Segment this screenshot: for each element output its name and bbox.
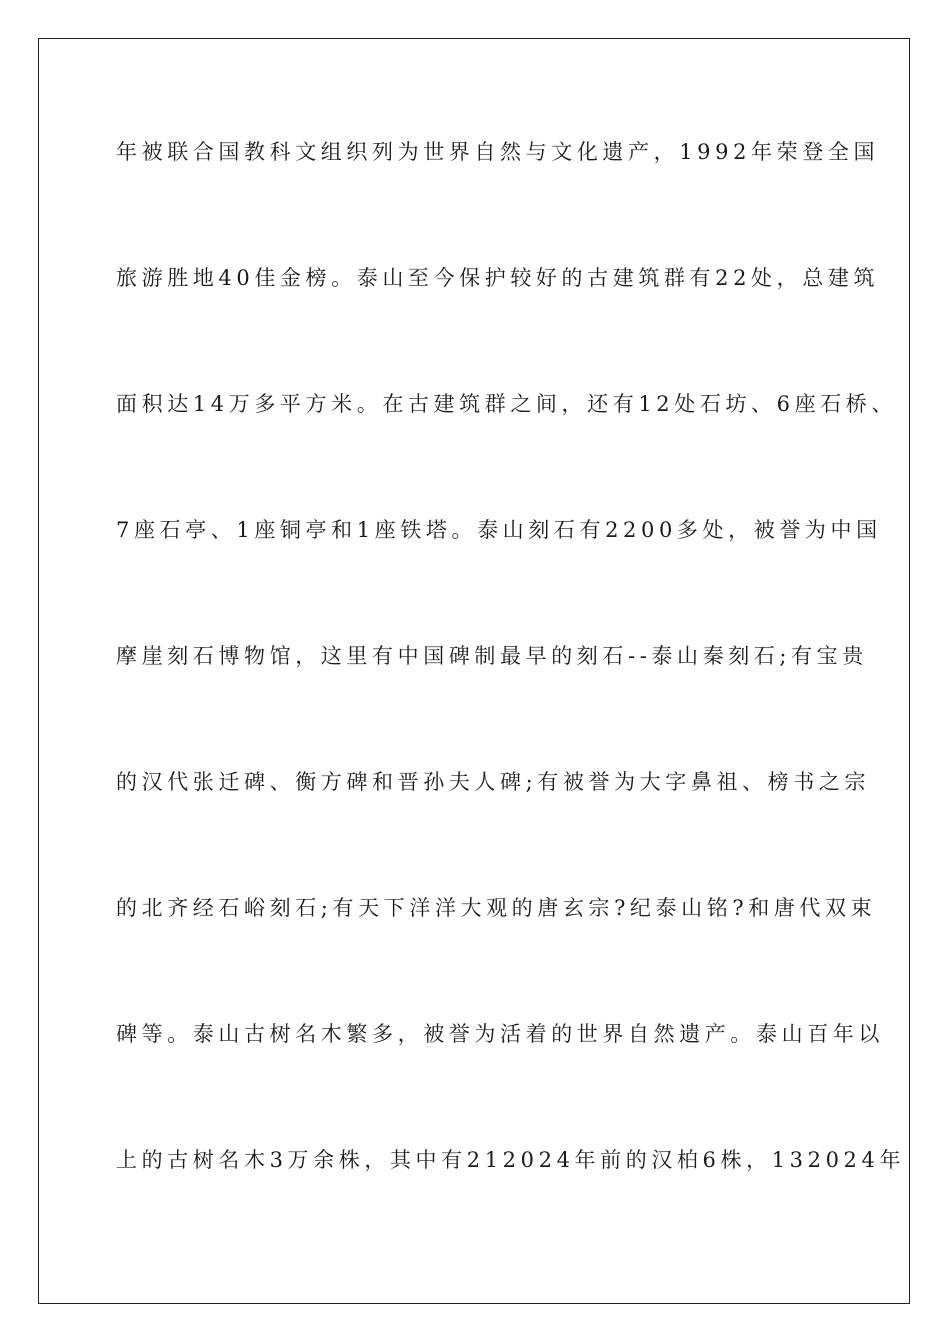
text-line: 年被联合国教科文组织列为世界自然与文化遗产，1992年荣登全国: [116, 140, 880, 164]
text-line: 面积达14万多平方米。在古建筑群之间，还有12处石坊、6座石桥、: [116, 392, 898, 416]
text-line: 摩崖刻石博物馆，这里有中国碑制最早的刻石--泰山秦刻石;有宝贵: [116, 644, 868, 668]
document-body: [116, 132, 906, 1266]
text-line: 碑等。泰山古树名木繁多，被誉为活着的世界自然遗产。泰山百年以: [116, 1022, 884, 1046]
text-line: 7座石亭、1座铜亭和1座铁塔。泰山刻石有2200多处，被誉为中国: [116, 518, 882, 542]
text-line: 的北齐经石峪刻石;有天下洋洋大观的唐玄宗?纪泰山铭?和唐代双束: [116, 896, 877, 920]
text-line: 的汉代张迁碑、衡方碑和晋孙夫人碑;有被誉为大字鼻祖、榜书之宗: [116, 770, 871, 794]
text-line: 旅游胜地40佳金榜。泰山至今保护较好的古建筑群有22处，总建筑: [116, 266, 880, 290]
text-line: 上的古树名木3万余株，其中有212024年前的汉柏6株，132024年: [116, 1148, 906, 1172]
